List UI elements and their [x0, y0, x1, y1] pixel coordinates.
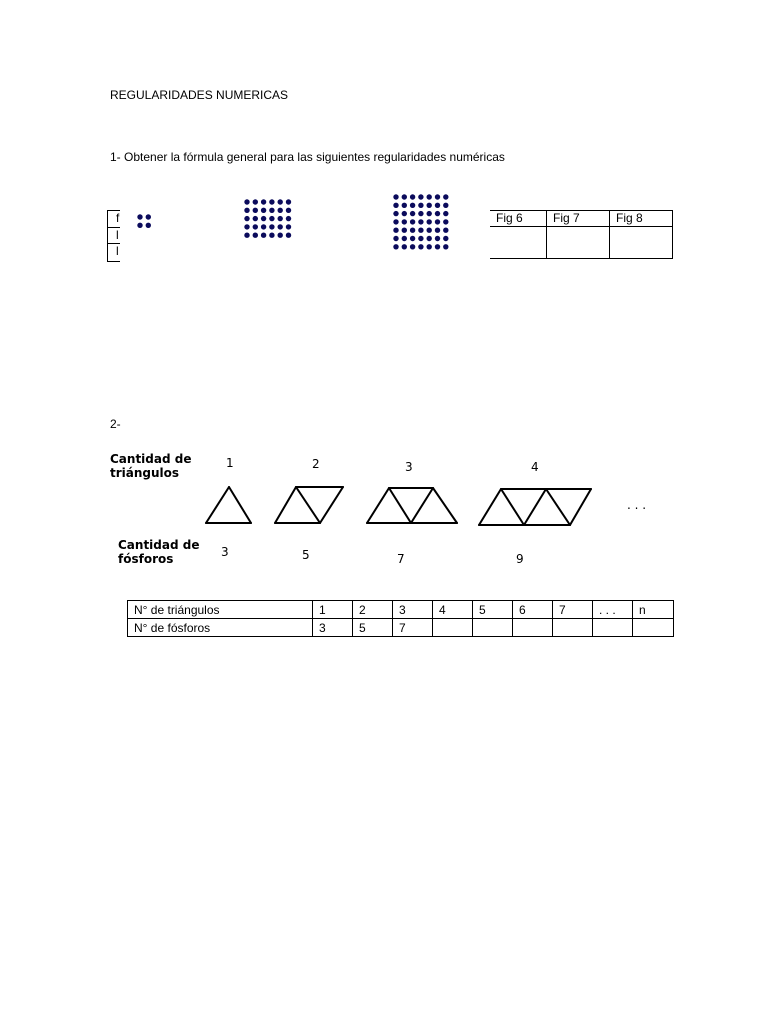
question-2: 2-: [110, 417, 121, 431]
triangle-count-4: 4: [531, 460, 539, 474]
match-count-1: 3: [221, 545, 229, 559]
match-count-4: 9: [516, 552, 524, 566]
triangle-count-1: 1: [226, 456, 234, 470]
table-cell[interactable]: 3: [313, 619, 353, 637]
triangles-label-line2: triángulos: [110, 466, 180, 480]
cut-char-1: f: [116, 211, 120, 225]
table-cell[interactable]: [433, 619, 473, 637]
cut-char-3: l: [116, 244, 119, 258]
table-cell: 3: [393, 601, 433, 619]
table-cell[interactable]: [553, 619, 593, 637]
triangle-figure-3: [367, 488, 457, 523]
table-cell[interactable]: [633, 619, 674, 637]
table-cell: 7: [553, 601, 593, 619]
match-count-3: 7: [397, 552, 405, 566]
match-count-2: 5: [302, 548, 310, 562]
fig7-header: Fig 7: [547, 211, 610, 227]
table-cell[interactable]: 5: [353, 619, 393, 637]
table-cell[interactable]: [593, 619, 633, 637]
table-cell[interactable]: [473, 619, 513, 637]
matches-table: [127, 600, 674, 637]
row2-label: N° de fósforos: [128, 619, 313, 637]
table-cell: 4: [433, 601, 473, 619]
sequence-ellipsis: . . .: [627, 498, 647, 512]
table-row: [128, 601, 674, 619]
table-cell: . . .: [593, 601, 633, 619]
table-cell: 6: [513, 601, 553, 619]
matches-label-line1: Cantidad de: [118, 538, 200, 552]
table-cell: 5: [473, 601, 513, 619]
triangles-label-line1: Cantidad de: [110, 452, 192, 466]
table-cell[interactable]: 7: [393, 619, 433, 637]
triangle-figure-2: [275, 487, 343, 523]
row1-label: N° de triángulos: [128, 601, 313, 619]
table-cell: 1: [313, 601, 353, 619]
table-cell[interactable]: [513, 619, 553, 637]
question-1: 1- Obtener la fórmula general para las siguientes regularidades numéricas: [110, 150, 505, 164]
triangle-figure-1: [206, 487, 251, 523]
table-cell: n: [633, 601, 674, 619]
fig6-header: Fig 6: [490, 211, 547, 227]
triangle-count-3: 3: [405, 460, 413, 474]
page-title: REGULARIDADES NUMERICAS: [110, 88, 289, 102]
triangle-figure-4: [479, 489, 591, 525]
table-row: [128, 619, 674, 637]
table-cell: 2: [353, 601, 393, 619]
fig8-header: Fig 8: [610, 211, 673, 227]
triangle-count-2: 2: [312, 457, 320, 471]
matches-label-line2: fósforos: [118, 552, 174, 566]
cut-char-2: l: [116, 228, 119, 242]
